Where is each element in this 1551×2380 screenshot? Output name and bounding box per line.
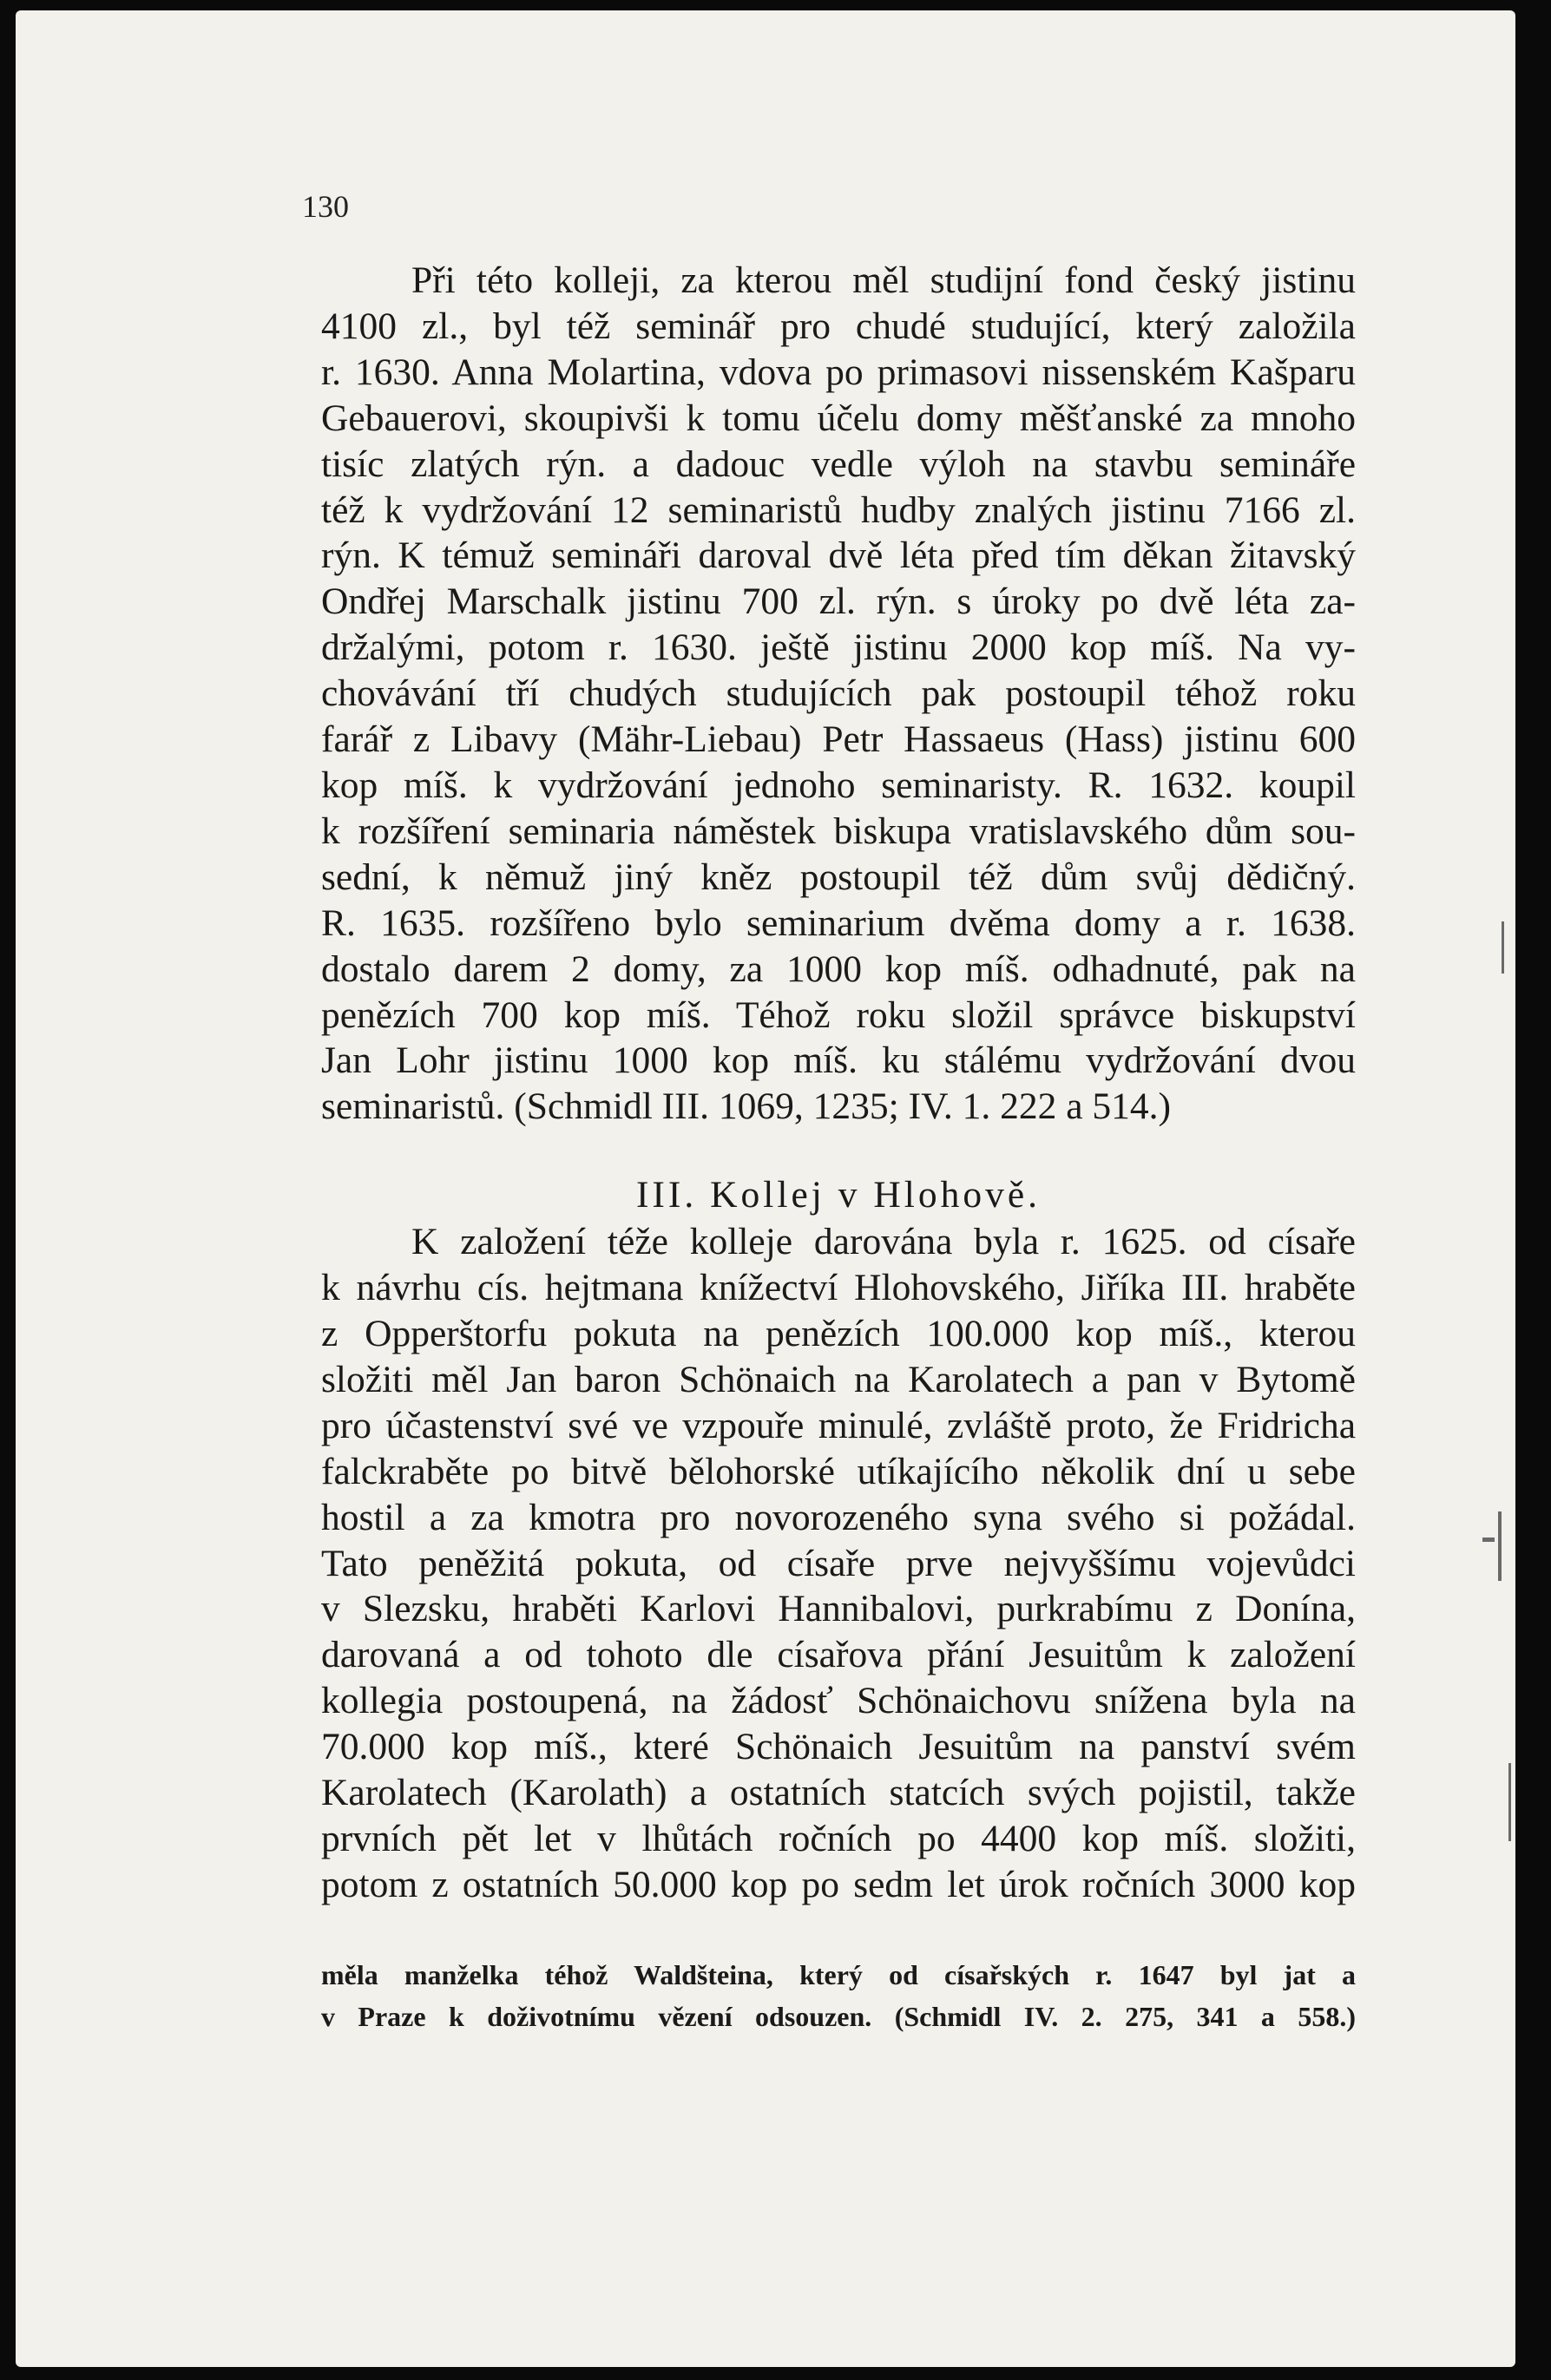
text-line: Jan Lohr jistinu 1000 kop míš. ku stálému vydržování dvou	[321, 1039, 1356, 1082]
text-line: Při této kolleji, za kterou měl studijní fond český jistinu	[411, 259, 1356, 301]
footnote	[321, 1954, 1356, 2037]
text-line: držalými, potom r. 1630. ještě jistinu 2000 kop míš. Na vy-	[321, 626, 1356, 669]
text-line: k rozšíření seminaria náměstek biskupa vratislavského dům sou-	[321, 810, 1356, 852]
text-line: K založení téže kolleje darována byla r. 1625. od císaře	[411, 1221, 1356, 1263]
text-line: kop míš. k vydržování jednoho seminaristy. R. 1632. koupil	[321, 764, 1356, 806]
text-line: též k vydržování 12 seminaristů hudby znalých jistinu 7166 zl.	[321, 488, 1356, 531]
scan-artifact	[1508, 1763, 1511, 1841]
text-line: v Slezsku, hraběti Karlovi Hannibalovi, purkrabímu z Donína,	[321, 1588, 1356, 1630]
body-text	[321, 258, 1356, 1908]
text-line: rýn. K témuž semináři daroval dvě léta před tím děkan žitavský	[321, 534, 1356, 577]
footnote-line: měla manželka téhož Waldšteina, který od císařských r. 1647 byl jat a	[321, 1959, 1356, 1990]
text-line: Tato peněžitá pokuta, od císaře prve nejvyššímu vojevůdci	[321, 1542, 1356, 1584]
text-line: Gebauerovi, skoupivši k tomu účelu domy měšťanské za mnoho	[321, 397, 1356, 439]
text-line: farář z Libavy (Mähr-Liebau) Petr Hassaeus (Hass) jistinu 600	[321, 718, 1356, 761]
section-heading: III. Kollej v Hlohově.	[635, 1174, 1042, 1216]
text-line: tisíc zlatých rýn. a dadouc vedle výloh na stavbu semináře	[321, 443, 1356, 485]
text-line: Ondřej Marschalk jistinu 700 zl. rýn. s úroky po dvě léta za-	[321, 580, 1356, 623]
text-line: 4100 zl., byl též seminář pro chudé studující, který založila	[321, 305, 1356, 347]
text-line: Karolatech (Karolath) a ostatních statcích svých pojistil, takže	[321, 1772, 1356, 1814]
scan-artifact	[1482, 1537, 1495, 1542]
text-line: složiti měl Jan baron Schönaich na Karolatech a pan v Bytomě	[321, 1358, 1356, 1400]
text-line: falckraběte po bitvě bělohorské utíkajícího několik dní u sebe	[321, 1450, 1356, 1492]
scan-artifact	[1502, 921, 1504, 974]
text-line: prvních pět let v lhůtách ročních po 4400 kop míš. složiti,	[321, 1818, 1356, 1859]
text-line: dostalo darem 2 domy, za 1000 kop míš. odhadnuté, pak na	[321, 947, 1356, 990]
text-line: sední, k němuž jiný kněz postoupil též dům svůj dědičný.	[321, 856, 1356, 898]
text-line: penězích 700 kop míš. Téhož roku složil správce biskupství	[321, 993, 1356, 1036]
text-line: pro účastenství své ve vzpouře minulé, zvláště proto, že Fridricha	[321, 1404, 1356, 1446]
text-line: hostil a za kmotra pro novorozeného syna svého si požádal.	[321, 1496, 1356, 1538]
paragraph-2	[321, 1219, 1356, 1908]
text-line: k návrhu cís. hejtmana knížectví Hlohovského, Jiříka III. hraběte	[321, 1267, 1356, 1309]
text-line: potom z ostatních 50.000 kop po sedm let úrok ročních 3000 kop	[321, 1863, 1356, 1905]
text-line: darovaná a od tohoto dle císařova přání Jesuitům k založení	[321, 1634, 1356, 1676]
footnote-line: v Praze k doživotnímu vězení odsouzen. (Schmidl IV. 2. 275, 341 a 558.)	[321, 2001, 1356, 2032]
scan-artifact	[1498, 1511, 1502, 1581]
text-line: r. 1630. Anna Molartina, vdova po primasovi nissenském Kašparu	[321, 351, 1356, 393]
text-line: z Opperštorfu pokuta na penězích 100.000 kop míš., kterou	[321, 1313, 1356, 1355]
text-line: R. 1635. rozšířeno bylo seminarium dvěma domy a r. 1638.	[321, 902, 1356, 944]
text-line: 70.000 kop míš., které Schönaich Jesuitům na panství svém	[321, 1726, 1356, 1768]
text-line: seminaristů. (Schmidl III. 1069, 1235; IV. 1. 222 a 514.)	[321, 1085, 1172, 1128]
book-page	[16, 10, 1515, 2367]
text-line: chovávání tří chudých studujících pak postoupil téhož roku	[321, 672, 1356, 715]
paragraph-1	[321, 258, 1356, 1130]
page-number: 130	[302, 189, 349, 224]
text-line: kollegia postoupená, na žádosť Schönaichovu snížena byla na	[321, 1680, 1356, 1722]
